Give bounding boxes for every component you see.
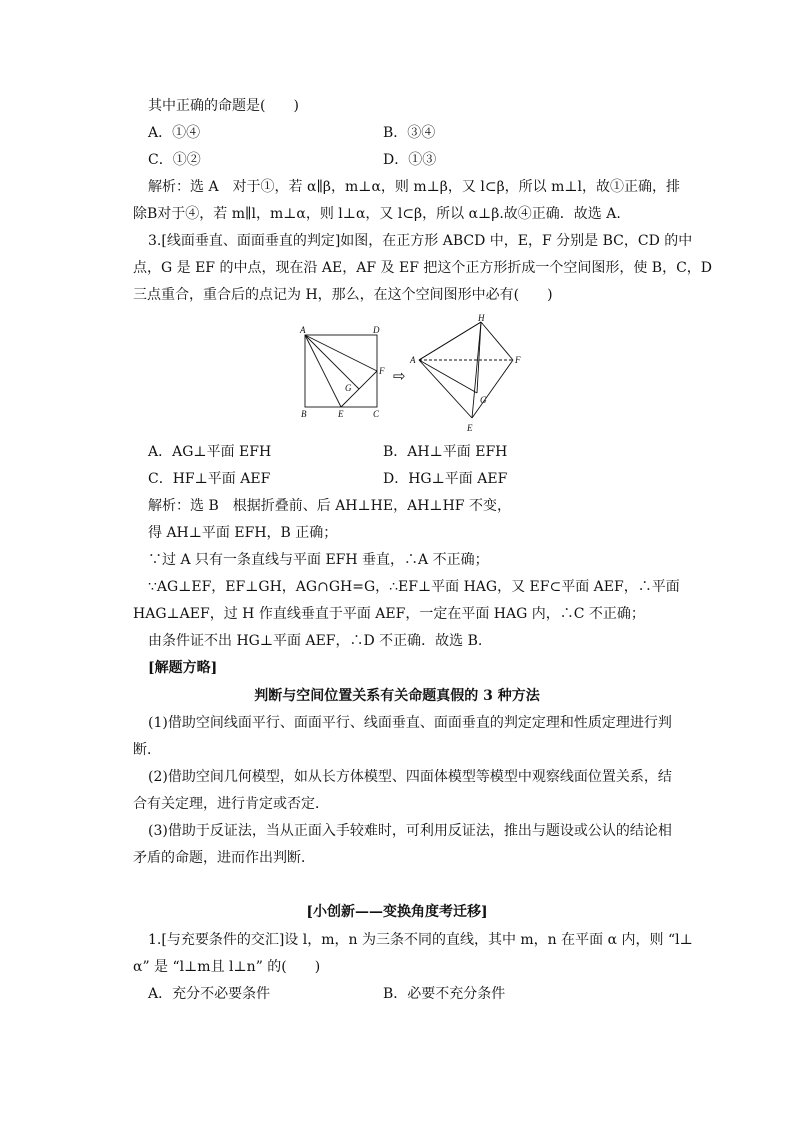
strategy-title: 判断与空间位置关系有关命题真假的 3 种方法 <box>254 688 540 704</box>
label-E2: E <box>467 423 473 433</box>
label-F: F <box>379 366 385 376</box>
label-A2: A <box>410 355 416 365</box>
tetrahedron-figure <box>407 314 531 436</box>
q3-analysis: 得 AH⊥平面 EFH，B 正确； <box>148 525 338 541</box>
question-tail: 其中正确的命题是( ) <box>148 98 299 114</box>
label-F2: F <box>515 355 521 365</box>
label-B: B <box>301 409 307 419</box>
q1-stem: α” 是 “l⊥m且 l⊥n” 的( ) <box>133 959 321 975</box>
strategy-item: 断． <box>133 742 161 758</box>
label-A: A <box>300 325 306 335</box>
square-figure <box>296 322 388 420</box>
strategy-item: (1)借助空间线面平行、面面平行、线面垂直、面面垂直的判定定理和性质定理进行判 <box>148 715 672 731</box>
section-title: [小创新——变换角度考迁移] <box>306 904 488 920</box>
q3-stem: 点，G 是 EF 的中点，现在沿 AE，AF 及 EF 把这个正方形折成一个空间图形，使 B，C，D <box>133 260 713 276</box>
strategy-item: 矛盾的命题，进而作出判断． <box>133 850 315 866</box>
label-C: C <box>373 409 380 419</box>
q3-option-d: D．HG⊥平面 AEF <box>383 471 508 487</box>
label-G2: G <box>480 395 487 405</box>
q3-analysis: HAG⊥AEF，过 H 作直线垂直于平面 AEF，一定在平面 HAG 内，∴C 不正确； <box>133 606 645 622</box>
q3-analysis: 解析：选 B 根据折叠前、后 AH⊥HE，AH⊥HF 不变， <box>148 498 511 514</box>
option-b: B．③④ <box>383 125 436 141</box>
analysis-line: 解析：选 A 对于①，若 α∥β，m⊥α，则 m⊥β，又 l⊂β，所以 m⊥l，故①正确，排 <box>148 179 681 195</box>
q1-option-b: B．必要不充分条件 <box>383 986 506 1002</box>
q1-option-a: A．充分不必要条件 <box>148 986 271 1002</box>
q3-analysis: ∵AG⊥EF，EF⊥GH，AG∩GH=G，∴EF⊥平面 HAG，又 EF⊂平面 AEF，∴平面 <box>148 579 680 595</box>
strategy-header: [解题方略] <box>148 660 218 676</box>
option-d: D．①③ <box>383 152 437 168</box>
strategy-item: (2)借助空间几何模型，如从长方体模型、四面体模型等模型中观察线面位置关系，结 <box>148 769 672 785</box>
option-a: A．①④ <box>148 125 201 141</box>
option-c: C．①② <box>148 152 201 168</box>
fold-arrow-icon: ⇨ <box>393 367 406 385</box>
analysis-line: 除B对于④，若 m∥l，m⊥α，则 l⊥α，又 l⊂β，所以 α⊥β.故④正确．故选 A. <box>133 206 621 222</box>
q3-option-a: A．AG⊥平面 EFH <box>148 444 272 460</box>
label-E: E <box>338 409 344 419</box>
q3-stem: 三点重合，重合后的点记为 H，那么，在这个空间图形中必有( ) <box>133 287 553 303</box>
q3-analysis: ∵过 A 只有一条直线与平面 EFH 垂直，∴A 不正确； <box>148 552 489 568</box>
label-H: H <box>478 314 485 323</box>
q1-stem: 1.[与充要条件的交汇]设 l，m，n 为三条不同的直线，其中 m，n 在平面 α 内，则 “l⊥ <box>148 932 693 948</box>
strategy-item: (3)借助于反证法，当从正面入手较难时，可利用反证法，推出与题设或公认的结论相 <box>148 823 672 839</box>
q3-option-c: C．HF⊥平面 AEF <box>148 471 271 487</box>
label-G: G <box>345 383 352 393</box>
label-D: D <box>373 325 380 335</box>
q3-stem: 3.[线面垂直、面面垂直的判定]如图，在正方形 ABCD 中，E，F 分别是 BC，CD 的中 <box>148 233 693 249</box>
strategy-item: 合有关定理，进行肯定或否定． <box>133 796 329 812</box>
q3-analysis: 由条件证不出 HG⊥平面 AEF，∴D 不正确．故选 B. <box>148 633 483 649</box>
q3-option-b: B．AH⊥平面 EFH <box>383 444 508 460</box>
